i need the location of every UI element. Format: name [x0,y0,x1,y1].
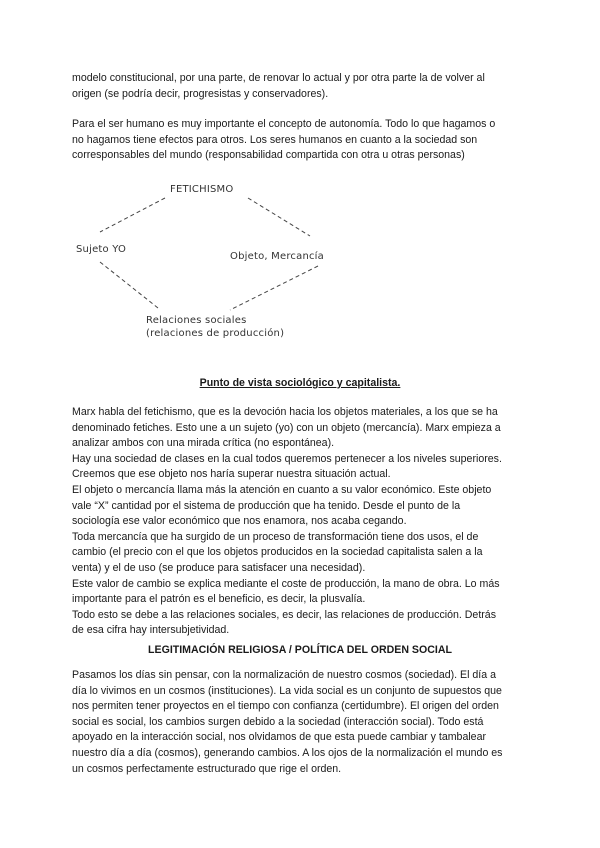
text-line: denominado fetiches. Esto une a un sujeto (yo) con un objeto (mercancía). Marx empieza a [72,421,501,434]
text-line: un cosmos perfectamente estructurado que rige el orden. [72,762,342,775]
text-line: social es social, los cambios surgen debido a la sociedad (interacción social). Todo está [72,715,484,728]
text-line: Creemos que ese objeto nos haría superar nuestra situación actual. [72,468,391,481]
text-line: de esa cifra hay intersubjetividad. [72,624,230,637]
connector-top-right [248,198,310,236]
text-line: venta) y el de uso (se produce para satisfacer una necesidad). [72,561,366,574]
text-line: importante para el patrón es el beneficio, es decir, la plusvalía. [72,593,366,606]
fetichismo-diagram [60,170,360,350]
text-line: origen (se podría decir, progresistas y conservadores). [72,87,329,100]
text-line: día lo vivimos en un cosmos (instituciones). La vida social es un conjunto de supuestos que [72,684,502,697]
paragraph-intro [72,71,528,102]
text-line: sociología ese valor económico que nos enamora, nos acaba cegando. [72,515,407,528]
connector-bottom-left [100,262,158,308]
text-line: cambio (el precio con el que los objetos producidos en la sociedad capitalista salen a la [72,546,483,559]
text-line: no hagamos tiene efectos para otros. Los seres humanos en cuanto a la sociedad son [72,133,478,146]
text-line: Todo esto se debe a las relaciones sociales, es decir, las relaciones de producción. Detrás [72,608,496,621]
text-line: Hay una sociedad de clases en la cual todos queremos pertenecer a los niveles superiores. [72,452,502,465]
section-title-sociologico: Punto de vista sociológico y capitalista. [199,377,401,389]
section-title-legitimacion: LEGITIMACIÓN RELIGIOSA / POLÍTICA DEL ORDEN SOCIAL [148,644,452,656]
paragraph-legitimacion [72,668,528,777]
text-line: nos permiten tener proyectos en el tiempo con confianza (certidumbre). El origen del orden [72,700,499,713]
text-line: vale “X” cantidad por el sistema de producción que ha tenido. Desde el punto de la [72,499,461,512]
diagram-label-sujeto: Sujeto YO [76,244,127,255]
text-line: Marx habla del fetichismo, que es la devoción hacia los objetos materiales, a los que se ha [72,406,498,418]
text-line: modelo constitucional, por una parte, de renovar lo actual y por otra parte la de volver al [72,72,485,84]
text-line: analizar ambos con una mirada crítica (no espontánea). [72,437,335,450]
text-line: Para el ser humano es muy importante el concepto de autonomía. Todo lo que hagamos o [72,118,496,130]
diagram-label-fetichismo: FETICHISMO [170,184,234,195]
text-line: Pasamos los días sin pensar, con la normalización de nuestro cosmos (sociedad). El día a [72,669,496,681]
text-line: El objeto o mercancía llama más la atención en cuanto a su valor económico. Este objeto [72,483,492,496]
connector-top-left [100,198,165,232]
diagram-label-relaciones: Relaciones sociales [146,315,247,326]
text-line: corresponsables del mundo (responsabilidad compartida con otra u otras personas) [72,149,465,162]
paragraph-autonomy [72,117,528,164]
paragraph-fetichismo [72,405,528,639]
text-line: nuestro día a día (cosmos), generando cambios. A los ojos de la normalización el mundo es [72,746,503,759]
text-line: Este valor de cambio se explica mediante el coste de producción, la mano de obra. Lo más [72,577,500,590]
connector-bottom-right [230,266,318,310]
diagram-label-objeto: Objeto, Mercancía [230,251,324,262]
text-line: Toda mercancía que ha surgido de un proceso de transformación tiene dos usos, el de [72,530,479,543]
diagram-label-produccion: (relaciones de producción) [146,328,285,339]
text-line: apoyado en la interacción social, nos olvidamos de que esta puede cambiar y tambalear [72,731,486,744]
